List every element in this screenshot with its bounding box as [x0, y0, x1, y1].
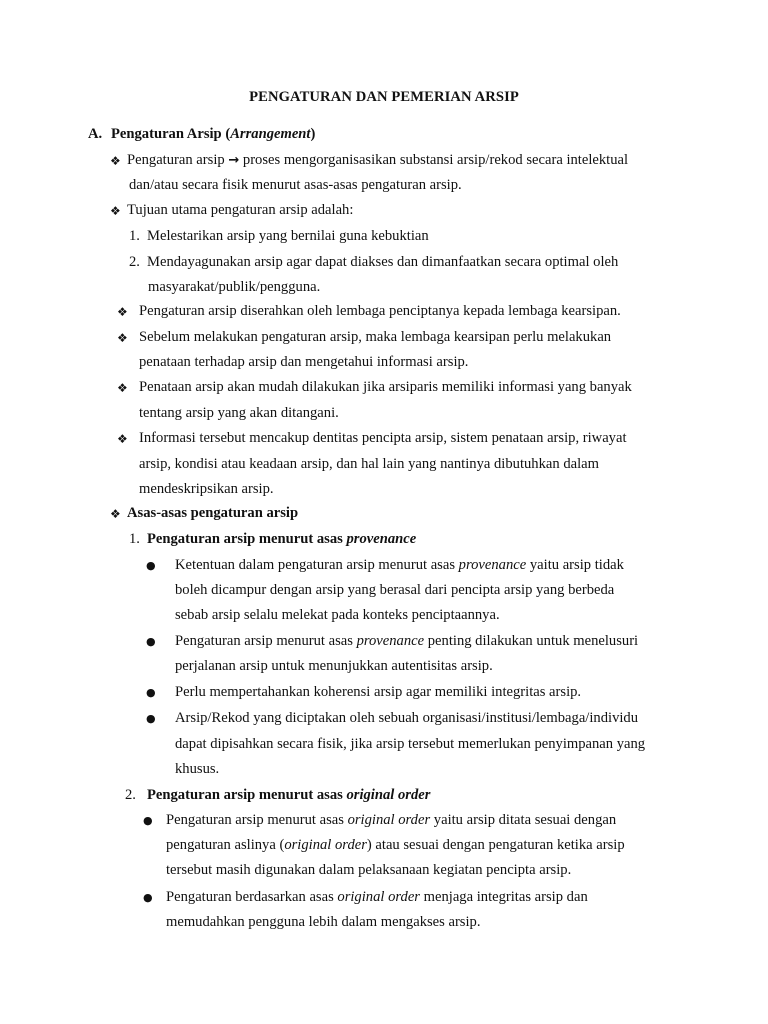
asas2-bullet2: Pengaturan berdasarkan asas original order menjaga integritas arsip dan	[166, 889, 588, 905]
asas2-bullet1: Pengaturan arsip menurut asas original order yaitu arsip ditata sesuai dengan	[166, 812, 617, 828]
diamond-bullet-icon: ❖	[117, 381, 128, 395]
paragraph-penataan-line2: penataan terhadap arsip dan mengetahui informasi arsip.	[139, 354, 469, 370]
bullet-icon: ●	[146, 712, 156, 725]
asas1-bullet4-line3: khusus.	[175, 761, 220, 777]
paragraph-tujuan: Tujuan utama pengaturan arsip adalah:	[127, 202, 354, 218]
tujuan-item-2: Mendayagunakan arsip agar dapat diakses dan dimanfaatkan secara optimal oleh	[147, 254, 619, 270]
asas2-bullet1-line2: pengaturan aslinya (original order) atau sesuai dengan pengaturan ketika arsip	[166, 837, 625, 853]
asas1-bullet2-line2: perjalanan arsip untuk menunjukkan autentisitas arsip.	[175, 658, 493, 674]
paragraph-penataan: Sebelum melakukan pengaturan arsip, maka lembaga kearsipan perlu melakukan	[139, 329, 612, 345]
tujuan-item-1-num: 1.	[129, 228, 140, 244]
bullet-icon: ●	[146, 686, 156, 699]
tujuan-item-2-line2: masyarakat/publik/pengguna.	[148, 279, 321, 295]
diamond-bullet-icon: ❖	[110, 154, 121, 168]
asas2-num: 2.	[125, 787, 136, 803]
tujuan-item-2-num: 2.	[129, 254, 140, 270]
asas1-bullet4-line2: dapat dipisahkan secara fisik, jika arsip tersebut memerlukan penyimpanan yang	[175, 736, 646, 752]
asas1-bullet1-line3: sebab arsip selalu melekat pada konteks penciptaannya.	[175, 607, 500, 623]
bullet-icon: ●	[146, 635, 156, 648]
paragraph-definition: Pengaturan arsip → proses mengorganisasikan substansi arsip/rekod secara intelektual	[127, 152, 629, 168]
bullet-icon: ●	[143, 814, 153, 827]
asas1-bullet4: Arsip/Rekod yang diciptakan oleh sebuah organisasi/institusi/lembaga/individu	[175, 710, 639, 726]
paragraph-informasi: Penataan arsip akan mudah dilakukan jika arsiparis memiliki informasi yang banyak	[139, 379, 632, 395]
arrow-right-icon: →	[228, 153, 240, 168]
asas1-num: 1.	[129, 531, 140, 547]
diamond-bullet-icon: ❖	[110, 507, 121, 521]
asas2-bullet1-line3: tersebut masih digunakan dalam pelaksanaan kegiatan pencipta arsip.	[166, 862, 572, 878]
asas2-bullet2-line2: memudahkan pengguna lebih dalam mengakses arsip.	[166, 914, 481, 930]
asas1-bullet2: Pengaturan arsip menurut asas provenance penting dilakukan untuk menelusuri	[175, 633, 639, 649]
asas1-bullet1-line2: boleh dicampur dengan arsip yang berasal dari pencipta arsip yang berbeda	[175, 582, 615, 598]
asas1-heading: Pengaturan arsip menurut asas provenance	[147, 531, 417, 547]
tujuan-item-1: Melestarikan arsip yang bernilai guna kebuktian	[147, 228, 429, 244]
bullet-icon: ●	[143, 891, 153, 904]
bullet-icon: ●	[146, 559, 156, 572]
paragraph-cakupan-line2: arsip, kondisi atau keadaan arsip, dan hal lain yang nantinya dibutuhkan dalam	[139, 456, 599, 472]
paragraph-cakupan-line3: mendeskripsikan arsip.	[139, 481, 274, 497]
asas1-bullet3: Perlu mempertahankan koherensi arsip agar memiliki integritas arsip.	[175, 684, 582, 700]
diamond-bullet-icon: ❖	[117, 305, 128, 319]
asas2-heading: Pengaturan arsip menurut asas original order	[147, 787, 431, 803]
asas1-bullet1: Ketentuan dalam pengaturan arsip menurut asas provenance yaitu arsip tidak	[175, 557, 624, 573]
diamond-bullet-icon: ❖	[117, 432, 128, 446]
asas-heading: Asas-asas pengaturan arsip	[127, 505, 299, 521]
paragraph-definition-line2: dan/atau secara fisik menurut asas-asas pengaturan arsip.	[129, 177, 462, 193]
document-title: PENGATURAN DAN PEMERIAN ARSIP	[249, 89, 519, 105]
section-a-marker: A.	[88, 126, 103, 142]
paragraph-penyerahan: Pengaturan arsip diserahkan oleh lembaga penciptanya kepada lembaga kearsipan.	[139, 303, 621, 319]
diamond-bullet-icon: ❖	[117, 331, 128, 345]
diamond-bullet-icon: ❖	[110, 204, 121, 218]
paragraph-informasi-line2: tentang arsip yang akan ditangani.	[139, 405, 339, 421]
paragraph-cakupan: Informasi tersebut mencakup dentitas pencipta arsip, sistem penataan arsip, riwayat	[139, 430, 627, 446]
section-a-heading: Pengaturan Arsip (Arrangement)	[111, 126, 316, 142]
